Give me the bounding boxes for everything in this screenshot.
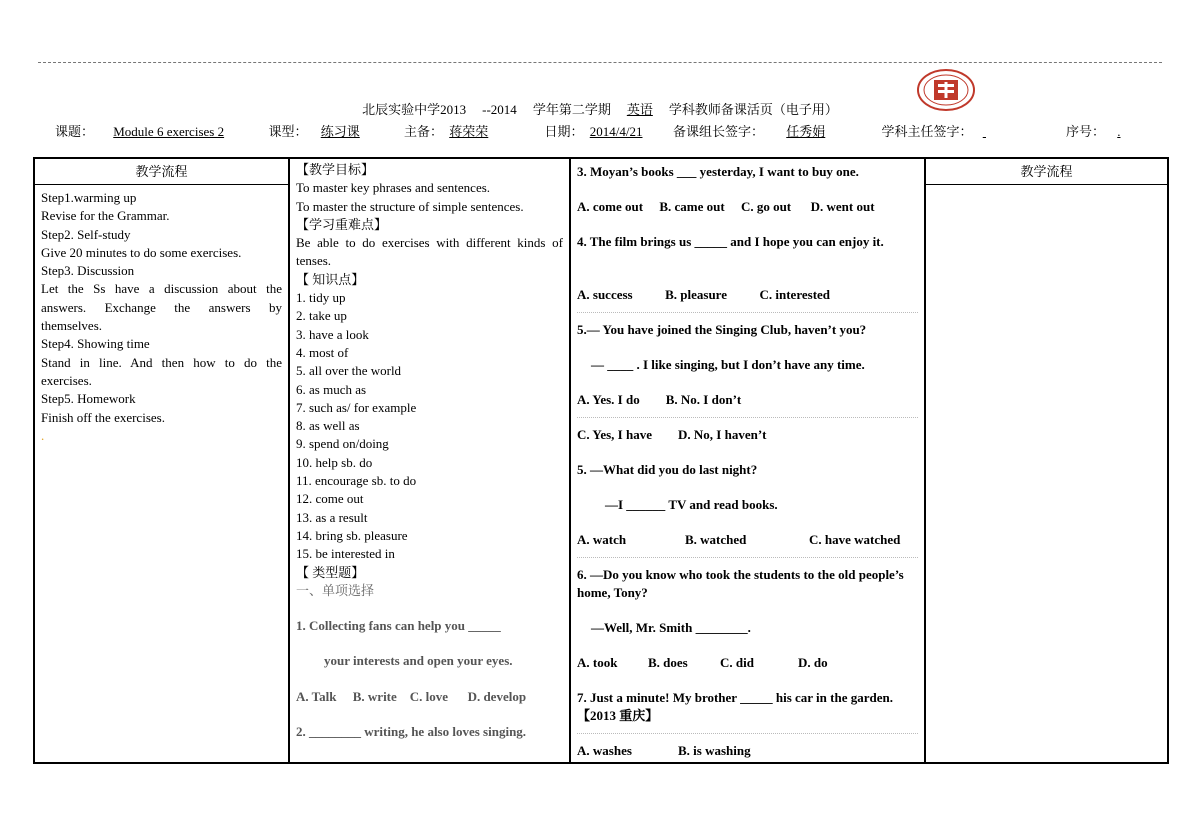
question-4: 4. The film brings us _____ and I hope you can enjoy it. — [577, 234, 884, 249]
question-3: 3. Moyan’s books ___ yesterday, I want to buy one. — [577, 164, 859, 179]
list-item: 7. such as/ for example — [296, 399, 417, 415]
option: C. did — [720, 655, 754, 670]
exercises-column — [570, 158, 925, 763]
term: 学年第二学期 — [532, 102, 611, 117]
serial-value: . — [1117, 124, 1121, 139]
year-end: --2014 — [482, 102, 517, 117]
divider — [577, 417, 918, 418]
question-6-options — [577, 654, 918, 672]
option: A. come out — [577, 199, 644, 214]
process-column-right — [925, 158, 1168, 763]
question-7: 7. Just a minute! My brother _____ his car in the garden. 【2013 重庆】 — [577, 690, 893, 723]
question-4-options — [577, 286, 918, 304]
top-rule — [38, 62, 1162, 63]
step-line: Stand in line. And then how to do the exercises. — [41, 354, 282, 388]
list-item: 3. have a look — [296, 326, 369, 342]
option: B. does — [648, 655, 688, 670]
types-title: 【 类型题】 — [296, 564, 365, 580]
goal-title: 【教学目标】 — [296, 162, 375, 177]
option: B. No. I don’t — [665, 392, 742, 407]
school-name: 北辰实验中学2013 — [362, 102, 467, 117]
list-item: 10. help sb. do — [296, 454, 373, 470]
option: B. write — [352, 688, 397, 704]
points-list — [296, 289, 563, 563]
director-label: 学科主任签字： — [881, 124, 973, 139]
meta-row — [55, 121, 1162, 140]
key-text: Be able to do exercises with different kinds of tenses. — [296, 235, 563, 269]
option: A. Talk — [296, 688, 337, 704]
step-line: Finish off the exercises. — [41, 409, 165, 425]
process-column — [34, 158, 289, 763]
question-5a-options — [577, 391, 918, 409]
step-line: Revise for the Grammar. — [41, 208, 170, 224]
step-line: Let the Ss have a discussion about the answers. Exchange the answers by themselves. — [41, 281, 282, 334]
step-line: Step2. Self-study — [41, 226, 131, 242]
option: B. came out — [659, 199, 725, 214]
list-item: 6. as much as — [296, 381, 367, 397]
question-5b-options — [577, 531, 918, 549]
document-heading — [0, 99, 1200, 118]
option: C. Yes, I have — [577, 427, 652, 442]
question-5b: 5. —What did you do last night? — [577, 462, 758, 477]
question-6: 6. —Do you know who took the students to the old people’s home, Tony? — [577, 567, 904, 600]
question-3-options — [577, 198, 918, 216]
option: A. washes — [577, 743, 632, 758]
list-item: 4. most of — [296, 344, 349, 360]
option: C. go out — [740, 199, 792, 214]
date-value: 2014/4/21 — [589, 124, 643, 139]
step-line: Step4. Showing time — [41, 336, 150, 352]
list-item: 8. as well as — [296, 418, 360, 434]
section-title: 一、单项选择 — [296, 582, 375, 598]
question-5a-options-2 — [577, 426, 918, 444]
question-1: 1. Collecting fans can help you _____ — [296, 618, 501, 634]
question-1-cont: your interests and open your eyes. — [324, 653, 513, 669]
list-item: 5. all over the world — [296, 363, 402, 379]
goal-line: To master the structure of simple sentences. — [296, 198, 524, 214]
goal-line: To master key phrases and sentences. — [296, 180, 491, 196]
marker-dot: . — [41, 427, 45, 443]
list-item: 1. tidy up — [296, 290, 346, 306]
date-label: 日期： — [544, 124, 584, 139]
option: B. watched — [685, 532, 747, 547]
type-label: 课型： — [268, 124, 308, 139]
preparer-value: 蒋荣荣 — [449, 124, 489, 139]
question-6-cont: —Well, Mr. Smith ________. — [591, 620, 751, 635]
option: D. No, I haven’t — [678, 427, 767, 442]
divider — [577, 733, 918, 734]
list-item: 11. encourage sb. to do — [296, 473, 417, 489]
serial-label: 序号： — [1066, 124, 1106, 139]
key-title: 【学习重难点】 — [296, 216, 388, 232]
question-5a-cont: — ____ . I like singing, but I don’t have any time. — [591, 357, 865, 372]
option: A. watch — [577, 532, 627, 547]
points-title: 【 知识点】 — [296, 271, 365, 287]
objectives-column — [289, 158, 570, 763]
option: B. pleasure — [665, 287, 727, 302]
doc-title: 学科教师备课活页（电子用） — [668, 102, 838, 117]
option: D. do — [798, 655, 828, 670]
process-header: 教学流程 — [35, 159, 288, 185]
list-item: 12. come out — [296, 491, 364, 507]
list-item: 15. be interested in — [296, 546, 395, 562]
question-2: 2. ________ writing, he also loves singing. — [296, 724, 527, 740]
divider — [577, 312, 918, 313]
list-item: 2. take up — [296, 308, 347, 324]
step-line: Step1.warming up — [41, 190, 137, 205]
divider — [577, 557, 918, 558]
topic-label: 课题： — [55, 124, 95, 139]
question-7-options — [577, 742, 918, 760]
type-value: 练习课 — [320, 124, 360, 139]
step-line: Give 20 minutes to do some exercises. — [41, 244, 242, 260]
question-5b-cont: —I ______ TV and read books. — [605, 497, 778, 512]
option: A. Yes. I do — [577, 392, 640, 407]
list-item: 14. bring sb. pleasure — [296, 527, 408, 543]
process-header-right: 教学流程 — [926, 159, 1167, 185]
group-leader-label: 备课组长签字： — [673, 124, 765, 139]
subject: 英语 — [626, 102, 653, 117]
option: D. went out — [810, 199, 875, 214]
question-5a: 5.— You have joined the Singing Club, haven’t you? — [577, 322, 867, 337]
option: D. develop — [467, 688, 527, 704]
director-value — [983, 124, 1063, 140]
lesson-plan-table — [33, 157, 1169, 764]
step-line: Step3. Discussion — [41, 263, 135, 279]
option: C. have watched — [809, 532, 901, 547]
option: C. love — [409, 688, 449, 704]
option: C. interested — [759, 287, 831, 302]
question-1-options — [296, 688, 563, 706]
option: B. is washing — [678, 743, 751, 758]
list-item: 13. as a result — [296, 509, 368, 525]
option: A. success — [577, 287, 633, 302]
group-leader-value: 任秀娟 — [786, 124, 826, 139]
preparer-label: 主备： — [404, 124, 444, 139]
list-item: 9. spend on/doing — [296, 436, 389, 452]
topic-value: Module 6 exercises 2 — [113, 124, 225, 139]
option: A. took — [577, 655, 618, 670]
step-line: Step5. Homework — [41, 391, 136, 407]
